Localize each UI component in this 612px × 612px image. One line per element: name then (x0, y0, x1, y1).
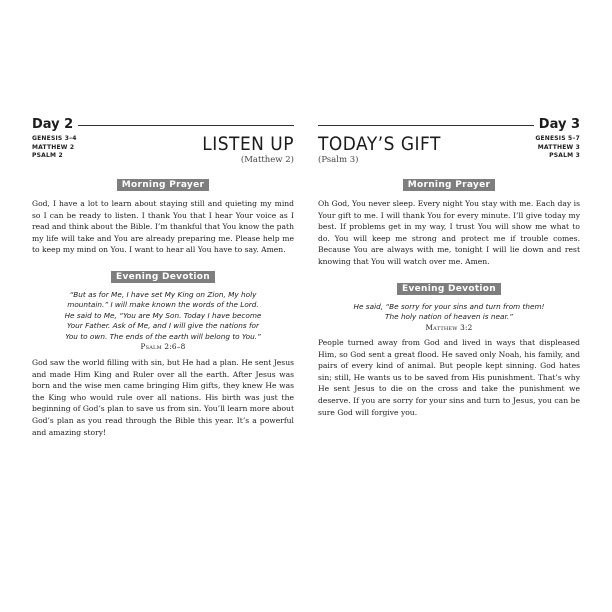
page-title: TODAY’S GIFT (318, 133, 441, 156)
reading-item: PSALM 3 (549, 152, 580, 159)
verse-line: “But as for Me, I have set My King on Zion, My holy (69, 289, 257, 299)
section-label: Evening Devotion (397, 283, 501, 295)
title-reference: (Matthew 2) (240, 155, 294, 165)
reading-list (32, 135, 77, 161)
page-title: LISTEN UP (202, 133, 294, 156)
verse-line: You to own. The ends of the earth will belong to You.” (65, 331, 261, 341)
reading-item: GENESIS 5–7 (535, 135, 580, 142)
evening-devotion-text: People turned away from God and lived in ways that displeased Him, so God sent a great flood. He saved only Noah, his family, and pairs of every kind of animal. But people kept sinning. God hates sin; still, He wants us to be saved from His punishment. That’s why He sent Jesus to die on the cross and take the punishment we deserve. If you are sorry for your sins and turn to Jesus, you can be sure God will forgive you. (318, 338, 580, 417)
verse-line: mountain.” I will make known the words of the Lord. (67, 300, 259, 310)
morning-prayer-heading (318, 172, 580, 191)
reading-item: MATTHEW 3 (537, 143, 580, 151)
page-content (32, 172, 294, 438)
section-label: Morning Prayer (117, 179, 210, 191)
title-reference: (Psalm 3) (318, 155, 359, 165)
reading-item: MATTHEW 2 (32, 143, 75, 151)
day-label: Day 2 (32, 117, 74, 132)
header-rule (78, 125, 294, 126)
scripture-verse (32, 290, 294, 343)
page-content (318, 172, 580, 418)
verse-citation: Psalm 2:6–8 (140, 342, 186, 352)
day-label: Day 3 (538, 117, 580, 132)
reading-item: PSALM 2 (32, 152, 63, 159)
verse-line: He said, “Be sorry for your sins and turn from them! (353, 301, 545, 311)
morning-prayer-text: God, I have a lot to learn about staying still and quieting my mind so I can be ready to listen. I thank You that I hear Your voice as I read and think about the Bible. I’m thankful that You know the path my life will take and You are already preparing me. Please help me to keep my mind on You. I want to hear all You have to say. Amen. (32, 199, 294, 255)
header-rule (318, 125, 534, 126)
morning-prayer-text: Oh God, You never sleep. Every night You stay with me. Each day is Your gift to me. I will thank You for every minute. I’ll give today my best. If problems get in my way, I trust You will show me what to do. You will keep me strong and protect me if trouble comes. Because You are always with me, tonight I will lie down and rest knowing that You will watch over me. Amen. (318, 199, 580, 266)
reading-item: GENESIS 3–4 (32, 135, 77, 142)
section-label: Morning Prayer (403, 179, 496, 191)
verse-line: The holy nation of heaven is near.” (385, 312, 513, 322)
section-label: Evening Devotion (111, 271, 215, 283)
morning-prayer-heading (32, 172, 294, 191)
evening-devotion-heading (318, 276, 580, 295)
evening-devotion-heading (32, 264, 294, 283)
scripture-verse (318, 302, 580, 323)
verse-line: He said to Me, “You are My Son. Today I have become (64, 310, 262, 320)
reading-list (535, 135, 580, 161)
evening-devotion-text: God saw the world filling with sin, but He had a plan. He sent Jesus and made Him King and Ruler over all the earth. After Jesus was born and the wise men came bringing Him gifts, they knew He was the King who would rule over all nations. His birth was just the beginning of God’s plan to save us from sin. You’ll learn more about God’s plan as you read through the Bible this year. It’s a powerful and amazing story! (32, 357, 294, 437)
verse-citation: Matthew 3:2 (425, 322, 473, 332)
verse-line: Your Father. Ask of Me, and I will give the nations for (67, 321, 259, 331)
